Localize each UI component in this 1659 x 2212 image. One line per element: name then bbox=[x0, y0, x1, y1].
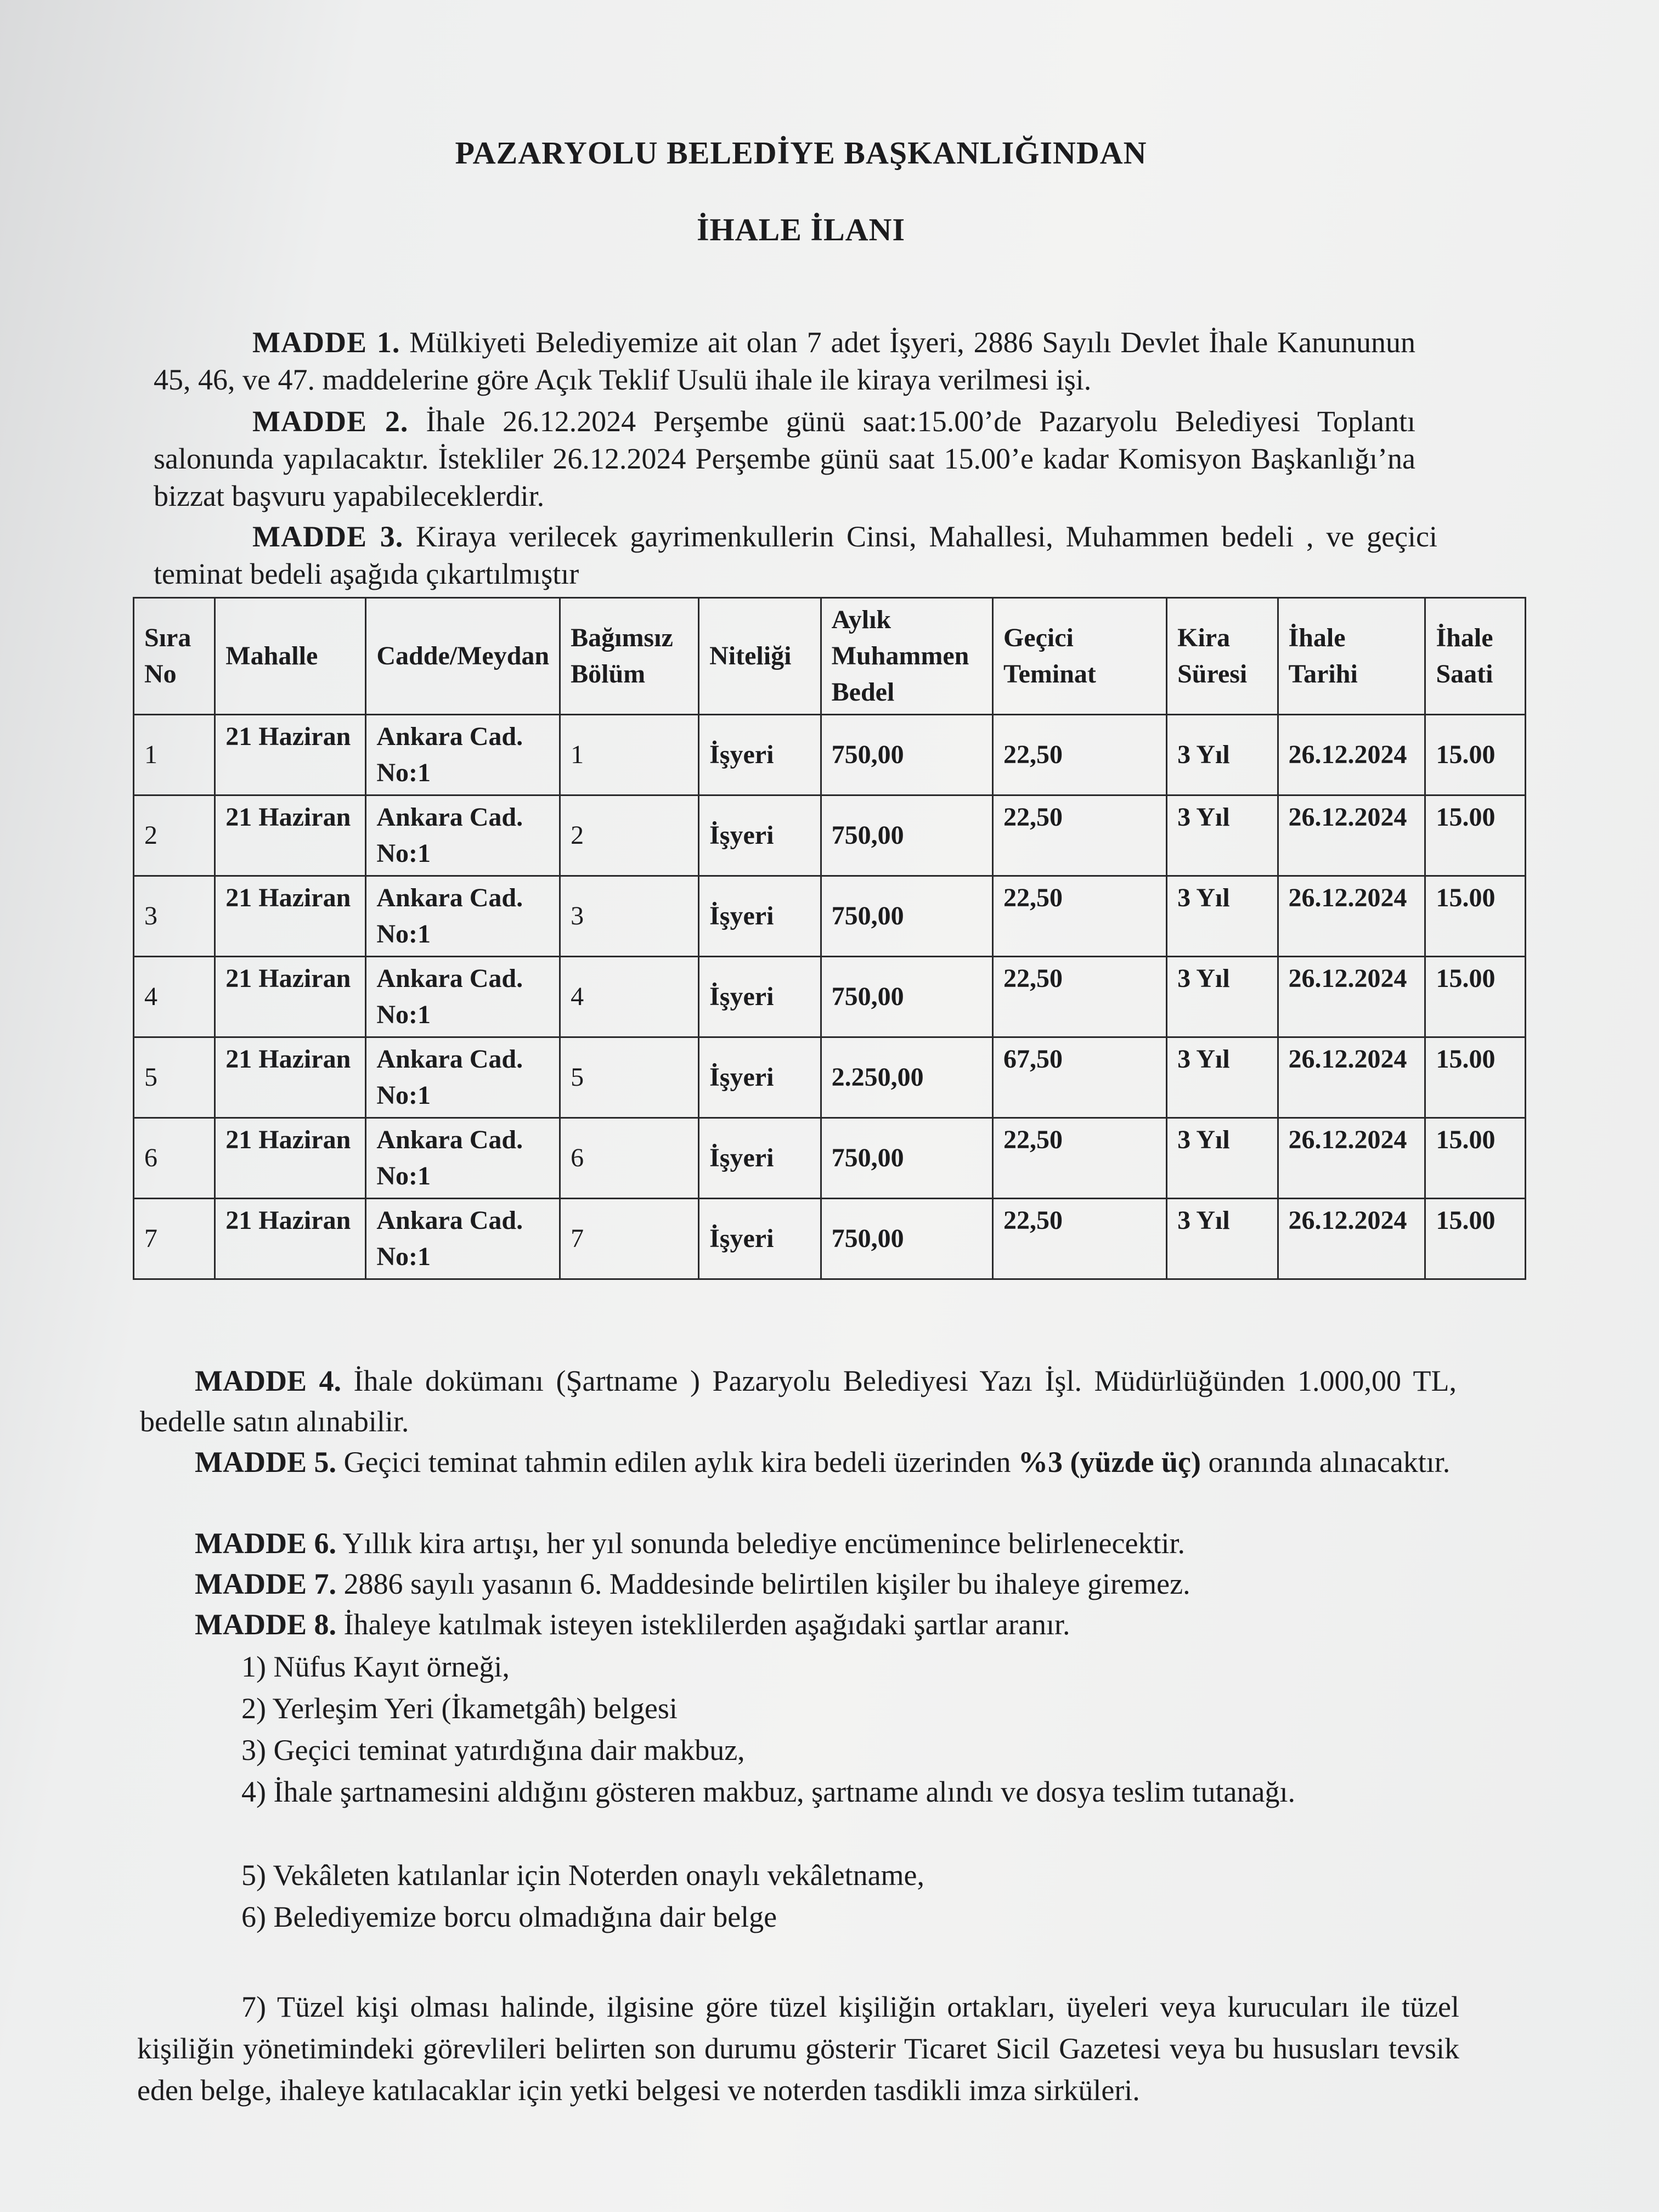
cell-sira: 4 bbox=[134, 957, 215, 1037]
cell-bedel: 750,00 bbox=[821, 795, 992, 876]
cell-cadde: Ankara Cad. No:1 bbox=[366, 795, 560, 876]
cell-tarih: 26.12.2024 bbox=[1278, 1118, 1425, 1199]
cell-tarih: 26.12.2024 bbox=[1278, 1037, 1425, 1118]
cell-tarih: 26.12.2024 bbox=[1278, 1199, 1425, 1279]
header-sure: Kira Süresi bbox=[1167, 598, 1278, 715]
cell-nitelik: İşyeri bbox=[699, 715, 821, 795]
cell-bolum: 6 bbox=[560, 1118, 699, 1199]
requirement-2: 2) Yerleşim Yeri (İkametgâh) belgesi bbox=[241, 1692, 678, 1725]
cell-bolum: 3 bbox=[560, 876, 699, 957]
cell-saat: 15.00 bbox=[1425, 1199, 1526, 1279]
madde-4-label: MADDE 4. bbox=[195, 1364, 342, 1397]
cell-bedel: 750,00 bbox=[821, 1118, 992, 1199]
requirement-1: 1) Nüfus Kayıt örneği, bbox=[241, 1650, 510, 1683]
cell-saat: 15.00 bbox=[1425, 957, 1526, 1037]
madde-7-text: 2886 sayılı yasanın 6. Maddesinde belirtilen kişiler bu ihaleye giremez. bbox=[343, 1567, 1190, 1600]
cell-teminat: 22,50 bbox=[992, 1199, 1166, 1279]
cell-saat: 15.00 bbox=[1425, 1037, 1526, 1118]
table-row bbox=[134, 715, 1526, 795]
table-body bbox=[134, 715, 1526, 1279]
madde-8-text: İhaleye katılmak isteyen isteklilerden aşağıdaki şartlar aranır. bbox=[343, 1608, 1070, 1641]
table-row bbox=[134, 957, 1526, 1037]
header-bedel: Aylık Muhammen Bedel bbox=[821, 598, 992, 715]
table-header-row bbox=[134, 598, 1526, 715]
cell-mahalle: 21 Haziran bbox=[215, 957, 366, 1037]
cell-cadde: Ankara Cad. No:1 bbox=[366, 1199, 560, 1279]
cell-mahalle: 21 Haziran bbox=[215, 715, 366, 795]
cell-mahalle: 21 Haziran bbox=[215, 1118, 366, 1199]
cell-nitelik: İşyeri bbox=[699, 1037, 821, 1118]
cell-nitelik: İşyeri bbox=[699, 876, 821, 957]
cell-sira: 6 bbox=[134, 1118, 215, 1199]
cell-bedel: 750,00 bbox=[821, 957, 992, 1037]
cell-sure: 3 Yıl bbox=[1167, 957, 1278, 1037]
cell-sure: 3 Yıl bbox=[1167, 715, 1278, 795]
page-subtitle: İHALE İLANI bbox=[696, 212, 906, 247]
cell-sira: 1 bbox=[134, 715, 215, 795]
header-mahalle: Mahalle bbox=[215, 598, 366, 715]
cell-cadde: Ankara Cad. No:1 bbox=[366, 876, 560, 957]
madde-2-label: MADDE 2. bbox=[252, 405, 409, 438]
madde-3-text: Kiraya verilecek gayrimenkullerin Cinsi, Mahallesi, Muhammen bedeli , ve geçici teminat bedeli aşağıda çıkartılmıştır bbox=[154, 520, 1437, 590]
cell-tarih: 26.12.2024 bbox=[1278, 957, 1425, 1037]
table-row bbox=[134, 1199, 1526, 1279]
madde-1-text: Mülkiyeti Belediyemize ait olan 7 adet İşyeri, 2886 Sayılı Devlet İhale Kanununun 45, 46, ve 47. maddelerine göre Açık Teklif Usulü ihale ile kiraya verilmesi işi. bbox=[154, 326, 1416, 396]
cell-sure: 3 Yıl bbox=[1167, 1037, 1278, 1118]
madde-5-text-after: oranında alınacaktır. bbox=[1208, 1446, 1451, 1479]
requirement-7-text: 7) Tüzel kişi olması halinde, ilgisine göre tüzel kişiliğin ortakları, üyeleri veya kurucuları ile tüzel kişiliğin yönetimindeki görevlileri belirten son durumu gösterir Ticaret Sicil Gazetesi veya bu hususları tevsik eden belge, ihaleye katılacaklar için yetki belgesi ve noterden tasdikli imza sirküleri. bbox=[137, 1990, 1459, 2107]
cell-sira: 5 bbox=[134, 1037, 215, 1118]
cell-teminat: 22,50 bbox=[992, 795, 1166, 876]
madde-3 bbox=[154, 518, 1437, 592]
cell-sira: 7 bbox=[134, 1199, 215, 1279]
cell-cadde: Ankara Cad. No:1 bbox=[366, 1118, 560, 1199]
requirement-5: 5) Vekâleten katılanlar için Noterden onaylı vekâletname, bbox=[241, 1859, 925, 1892]
madde-3-label: MADDE 3. bbox=[252, 520, 404, 553]
cell-bedel: 750,00 bbox=[821, 715, 992, 795]
cell-sira: 3 bbox=[134, 876, 215, 957]
madde-8 bbox=[140, 1604, 1457, 1645]
cell-teminat: 22,50 bbox=[992, 1118, 1166, 1199]
madde-5-bold: %3 (yüzde üç) bbox=[1018, 1446, 1201, 1479]
cell-bolum: 4 bbox=[560, 957, 699, 1037]
madde-4-text: İhale dokümanı (Şartname ) Pazaryolu Belediyesi Yazı İşl. Müdürlüğünden 1.000,00 TL, bedelle satın alınabilir. bbox=[140, 1364, 1457, 1438]
cell-nitelik: İşyeri bbox=[699, 1199, 821, 1279]
table-row bbox=[134, 1037, 1526, 1118]
header-teminat: Geçici Teminat bbox=[992, 598, 1166, 715]
cell-bedel: 2.250,00 bbox=[821, 1037, 992, 1118]
cell-bedel: 750,00 bbox=[821, 1199, 992, 1279]
madde-2-text: İhale 26.12.2024 Perşembe günü saat:15.00’de Pazaryolu Belediyesi Toplantı salonunda yapılacaktır. İstekliler 26.12.2024 Perşembe günü saat 15.00’e kadar Komisyon Başkanlığı’na bizzat başvuru yapabileceklerdir. bbox=[154, 405, 1416, 512]
madde-6-text: Yıllık kira artışı, her yıl sonunda belediye encümenince belirlenecektir. bbox=[342, 1527, 1185, 1560]
header-bolum: Bağımsız Bölüm bbox=[560, 598, 699, 715]
page-title: PAZARYOLU BELEDİYE BAŞKANLIĞINDAN bbox=[455, 135, 1147, 171]
cell-bolum: 7 bbox=[560, 1199, 699, 1279]
madde-2 bbox=[154, 403, 1415, 515]
header-saat: İhale Saati bbox=[1425, 598, 1526, 715]
cell-cadde: Ankara Cad. No:1 bbox=[366, 1037, 560, 1118]
cell-mahalle: 21 Haziran bbox=[215, 1037, 366, 1118]
header-tarih: İhale Tarihi bbox=[1278, 598, 1425, 715]
table-row bbox=[134, 876, 1526, 957]
madde-5-text: Geçici teminat tahmin edilen aylık kira bedeli üzerinden bbox=[343, 1446, 1011, 1479]
cell-sira: 2 bbox=[134, 795, 215, 876]
header-nitelik: Niteliği bbox=[699, 598, 821, 715]
cell-sure: 3 Yıl bbox=[1167, 1199, 1278, 1279]
cell-cadde: Ankara Cad. No:1 bbox=[366, 957, 560, 1037]
cell-tarih: 26.12.2024 bbox=[1278, 876, 1425, 957]
cell-nitelik: İşyeri bbox=[699, 1118, 821, 1199]
cell-saat: 15.00 bbox=[1425, 876, 1526, 957]
header-cadde: Cadde/Meydan bbox=[366, 598, 560, 715]
cell-saat: 15.00 bbox=[1425, 715, 1526, 795]
ihale-table bbox=[133, 597, 1526, 1280]
cell-tarih: 26.12.2024 bbox=[1278, 715, 1425, 795]
madde-7 bbox=[140, 1564, 1457, 1604]
madde-5 bbox=[140, 1442, 1457, 1482]
requirement-3: 3) Geçici teminat yatırdığına dair makbuz, bbox=[241, 1734, 745, 1767]
cell-nitelik: İşyeri bbox=[699, 957, 821, 1037]
header-sira: Sıra No bbox=[134, 598, 215, 715]
cell-sure: 3 Yıl bbox=[1167, 876, 1278, 957]
requirement-4-text: 4) İhale şartnamesini aldığını gösteren makbuz, şartname alındı ve dosya teslim tutanağı. bbox=[241, 1775, 1295, 1808]
madde-1 bbox=[154, 324, 1415, 398]
requirement-6: 6) Belediyemize borcu olmadığına dair belge bbox=[241, 1900, 777, 1933]
madde-5-label: MADDE 5. bbox=[195, 1446, 336, 1479]
madde-4 bbox=[140, 1361, 1457, 1442]
cell-cadde: Ankara Cad. No:1 bbox=[366, 715, 560, 795]
madde-7-label: MADDE 7. bbox=[195, 1567, 336, 1600]
madde-8-label: MADDE 8. bbox=[195, 1608, 336, 1641]
requirement-7 bbox=[137, 1986, 1459, 2111]
cell-mahalle: 21 Haziran bbox=[215, 1199, 366, 1279]
cell-sure: 3 Yıl bbox=[1167, 795, 1278, 876]
madde-6 bbox=[140, 1523, 1457, 1564]
cell-saat: 15.00 bbox=[1425, 795, 1526, 876]
cell-bolum: 5 bbox=[560, 1037, 699, 1118]
cell-teminat: 67,50 bbox=[992, 1037, 1166, 1118]
cell-sure: 3 Yıl bbox=[1167, 1118, 1278, 1199]
cell-bolum: 1 bbox=[560, 715, 699, 795]
table-row bbox=[134, 1118, 1526, 1199]
cell-tarih: 26.12.2024 bbox=[1278, 795, 1425, 876]
cell-mahalle: 21 Haziran bbox=[215, 795, 366, 876]
madde-6-label: MADDE 6. bbox=[195, 1527, 336, 1560]
cell-bedel: 750,00 bbox=[821, 876, 992, 957]
madde-1-label: MADDE 1. bbox=[252, 326, 400, 359]
cell-teminat: 22,50 bbox=[992, 715, 1166, 795]
table-row bbox=[134, 795, 1526, 876]
cell-saat: 15.00 bbox=[1425, 1118, 1526, 1199]
cell-mahalle: 21 Haziran bbox=[215, 876, 366, 957]
cell-bolum: 2 bbox=[560, 795, 699, 876]
cell-teminat: 22,50 bbox=[992, 957, 1166, 1037]
cell-nitelik: İşyeri bbox=[699, 795, 821, 876]
requirement-4 bbox=[140, 1771, 1457, 1813]
cell-teminat: 22,50 bbox=[992, 876, 1166, 957]
